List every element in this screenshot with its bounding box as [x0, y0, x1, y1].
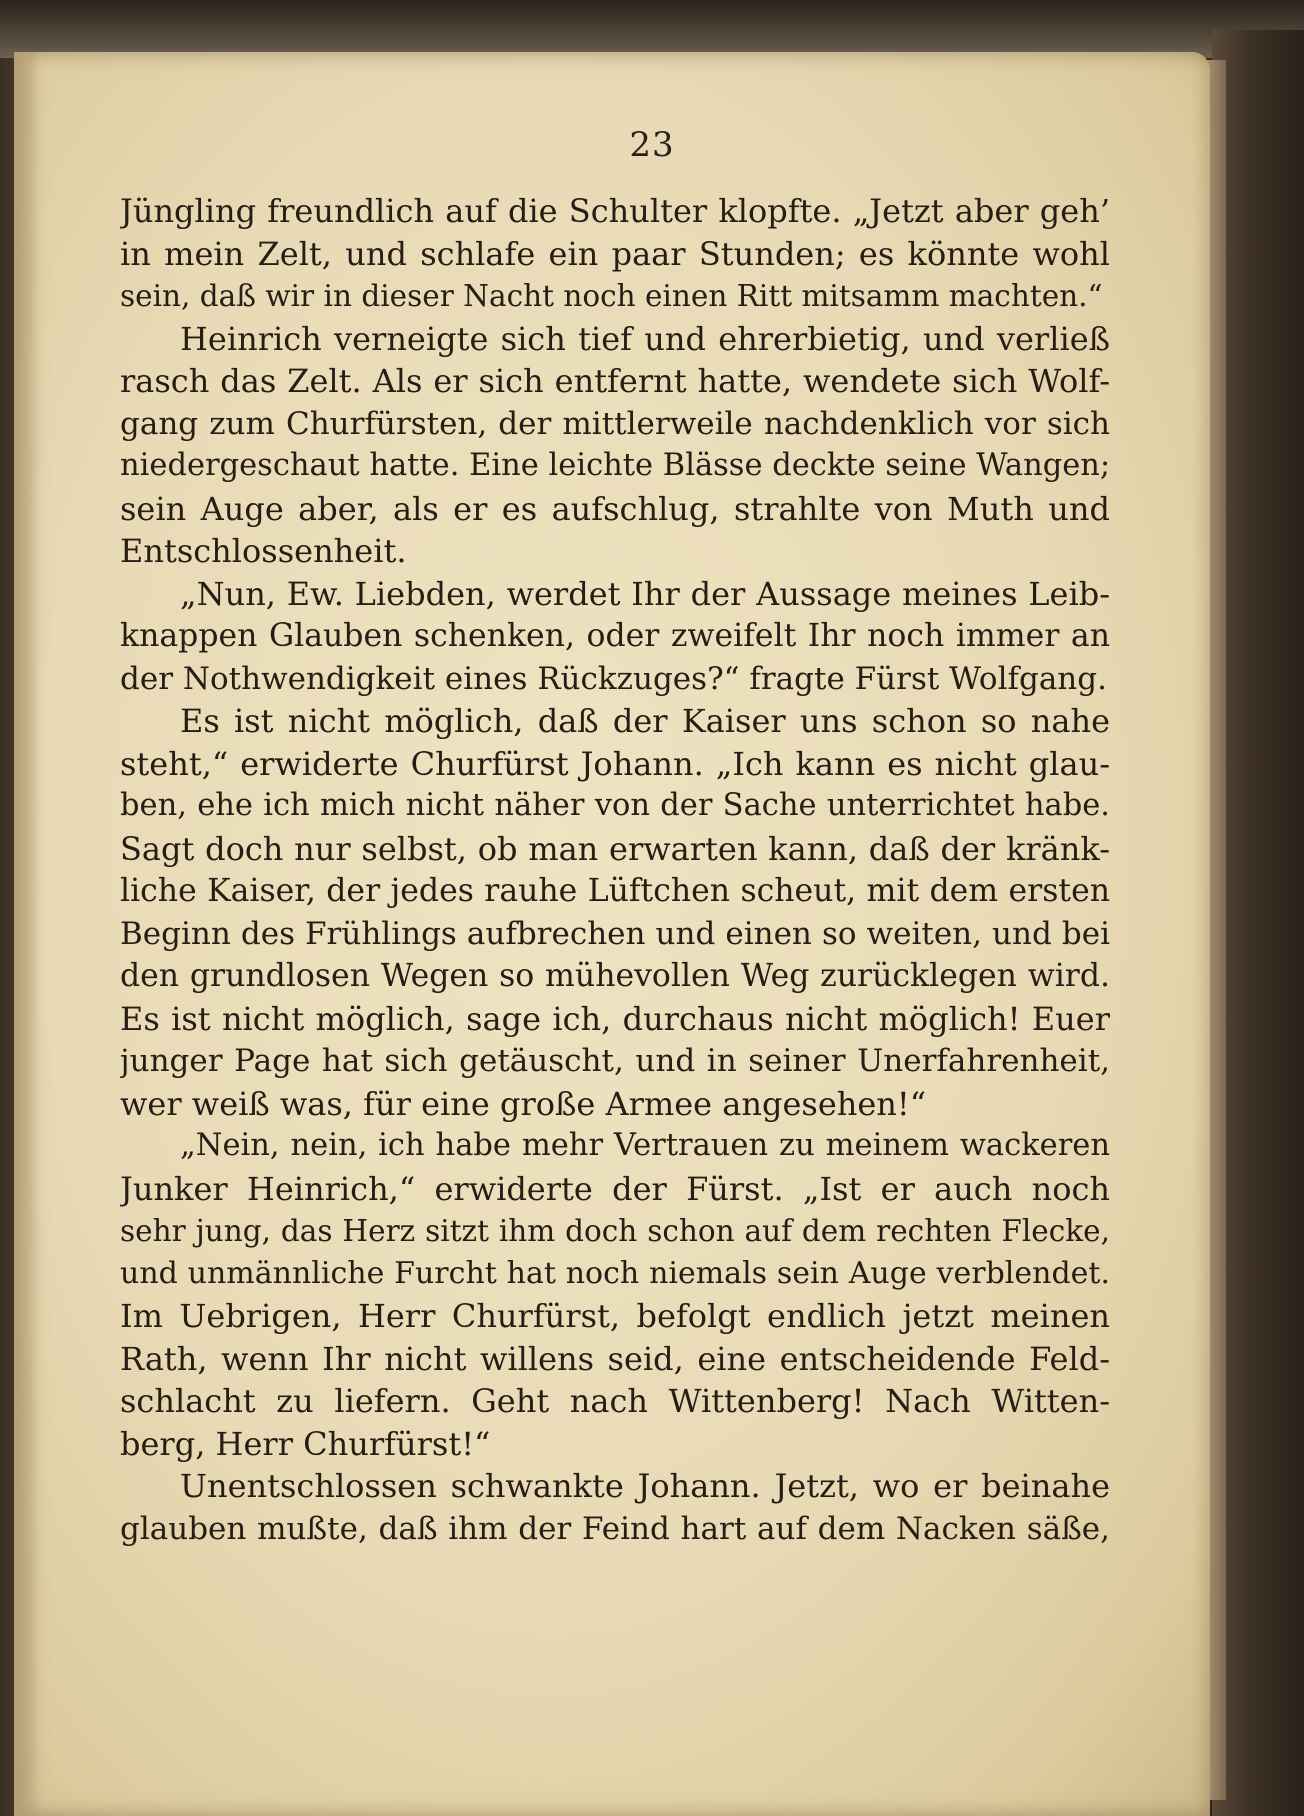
text-line: in mein Zelt, und schlafe ein paar Stunden; es könnte wohl — [120, 234, 1110, 273]
text-line: den grundlosen Wegen so mühevollen Weg zurücklegen wird. — [120, 958, 1110, 994]
text-line: Im Uebrigen, Herr Churfürst, befolgt endlich jetzt meinen — [120, 1297, 1110, 1335]
text-line: „Nein, nein, ich habe mehr Vertrauen zu meinem wackeren — [180, 1128, 1110, 1163]
page-number: 23 — [629, 125, 675, 165]
body-text — [120, 190, 1110, 1550]
text-line: „Nun, Ew. Liebden, werdet Ihr der Aussage meines Leib- — [180, 574, 1110, 613]
text-line: niedergeschaut hatte. Eine leichte Blässe deckte seine Wangen; — [120, 448, 1110, 483]
text-line: Jüngling freundlich auf die Schulter klopfte. „Jetzt aber geh’ — [120, 192, 1110, 230]
text-line: knappen Glauben schenken, oder zweifelt Ihr noch immer an — [120, 618, 1110, 654]
text-line: Entschlossenheit. — [120, 532, 407, 570]
text-line: der Nothwendigkeit eines Rückzuges?“ fragte Fürst Wolfgang. — [120, 660, 1107, 697]
text-line: ben, ehe ich mich nicht näher von der Sache unterrichtet habe. — [120, 788, 1110, 823]
page-gutter-shadow — [14, 52, 40, 1816]
text-line: Rath, wenn Ihr nicht willens seid, eine entscheidende Feld- — [120, 1339, 1110, 1378]
book-cover-top — [0, 0, 1304, 58]
text-line: liche Kaiser, der jedes rauhe Lüftchen scheut, mit dem ersten — [120, 873, 1110, 909]
text-line: rasch das Zelt. Als er sich entfernt hatte, wendete sich Wolf- — [120, 362, 1110, 400]
text-line: sein Auge aber, als er es aufschlug, strahlte von Muth und — [120, 489, 1110, 528]
text-line: Heinrich verneigte sich tief und ehrerbietig, und verließ — [180, 319, 1110, 358]
text-line: Es ist nicht möglich, sage ich, durchaus nicht möglich! Euer — [120, 999, 1110, 1038]
text-line: junger Page hat sich getäuscht, und in seiner Unerfahrenheit, — [120, 1043, 1110, 1079]
text-line: berg, Herr Churfürst!“ — [120, 1424, 491, 1463]
text-line: Beginn des Frühlings aufbrechen und einen so weiten, und bei — [120, 915, 1110, 952]
text-line: Junker Heinrich,“ erwiderte der Fürst. „Ist er auch noch — [120, 1169, 1110, 1208]
text-line: glauben mußte, daß ihm der Feind hart auf dem Nacken säße, — [120, 1510, 1110, 1547]
text-line: Es ist nicht möglich, daß der Kaiser uns schon so nahe — [180, 702, 1110, 740]
text-line: sein, daß wir in dieser Nacht noch einen Ritt mitsamm machten.“ — [120, 279, 1103, 313]
text-line: wer weiß was, für eine große Armee angesehen!“ — [120, 1084, 927, 1123]
text-line: Sagt doch nur selbst, ob man erwarten kann, daß der kränk- — [120, 829, 1110, 868]
text-line: Unentschlossen schwankte Johann. Jetzt, wo er beinahe — [180, 1467, 1110, 1505]
text-line: gang zum Churfürsten, der mittlerweile nachdenklich vor sich — [120, 405, 1110, 442]
text-line: sehr jung, das Herz sitzt ihm doch schon auf dem rechten Flecke, — [120, 1214, 1110, 1248]
text-line: und unmännliche Furcht hat noch niemals sein Auge verblendet. — [120, 1255, 1110, 1291]
text-line: steht,“ erwiderte Churfürst Johann. „Ich kann es nicht glau- — [120, 744, 1110, 783]
text-line: schlacht zu liefern. Geht nach Wittenberg! Nach Witten- — [120, 1382, 1110, 1420]
